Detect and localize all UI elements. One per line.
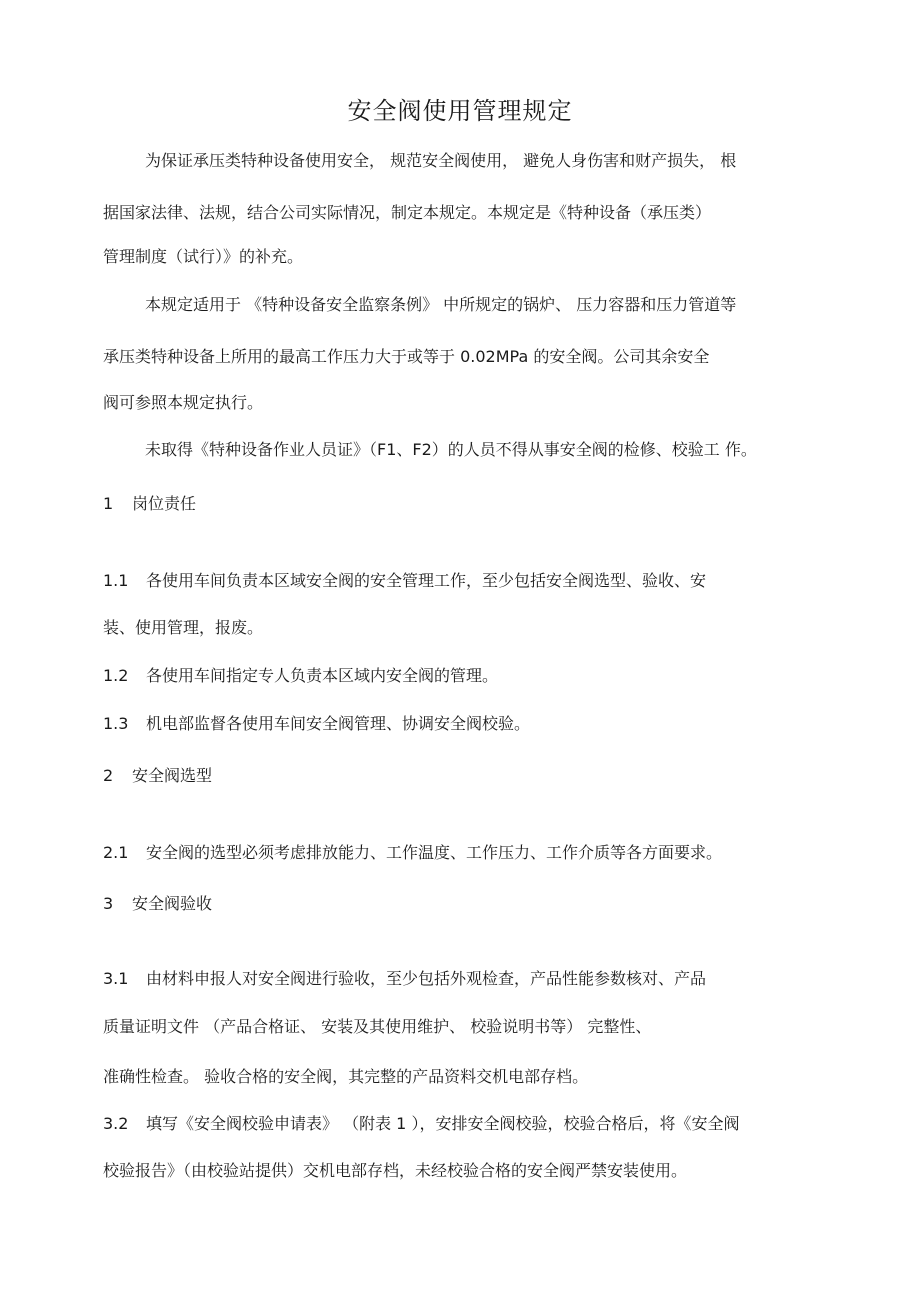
clause-line [103, 713, 530, 735]
clause-continuation: 装、使用管理，报废。 [103, 618, 264, 637]
clause-number: 1.2 [103, 666, 129, 685]
clause-continuation: 校验报告》（由校验站提供）交机电部存档，未经校验合格的安全阀严禁安装使用。 [103, 1161, 688, 1180]
clause-number: 1.1 [103, 571, 129, 590]
intro-line-2: 据国家法律、法规，结合公司实际情况，制定本规定。本规定是《特种设备（承压类） [103, 203, 712, 222]
clause-number: 3.2 [103, 1114, 129, 1133]
clause-number: 2.1 [103, 843, 129, 862]
document-title: 安全阀使用管理规定 [347, 97, 573, 125]
section-title: 安全阀验收 [132, 894, 213, 913]
clause-continuation: 质量证明文件 （产品合格证、 安装及其使用维护、 校验说明书等） 完整性、 [103, 1017, 652, 1036]
section-number: 3 [103, 894, 114, 913]
clause-text: 填写《安全阀校验申请表》 （附表 1 ），安排安全阀校验，校验合格后，将《安全阀 [146, 1114, 740, 1133]
intro-line-1: 为保证承压类特种设备使用安全， 规范安全阀使用， 避免人身伤害和财产损失， 根 [145, 151, 737, 170]
scope-line-2: 承压类特种设备上所用的最高工作压力大于或等于 0.02MPa 的安全阀。公司其余安全 [103, 347, 710, 366]
section-heading [103, 893, 212, 915]
clause-number: 1.3 [103, 714, 129, 733]
clause-continuation: 准确性检查。 验收合格的安全阀，其完整的产品资料交机电部存档。 [103, 1067, 589, 1086]
clause-line [103, 968, 706, 990]
clause-line [103, 570, 706, 592]
section-heading [103, 765, 212, 787]
clause-text: 各使用车间指定专人负责本区域内安全阀的管理。 [146, 666, 499, 685]
qualification-line: 未取得《特种设备作业人员证》（F1、F2）的人员不得从事安全阀的检修、校验工 作。 [145, 440, 757, 459]
clause-line [103, 1113, 739, 1135]
intro-line-3: 管理制度（试行）》的补充。 [103, 247, 304, 266]
section-title: 安全阀选型 [132, 766, 213, 785]
section-number: 2 [103, 766, 114, 785]
clause-text: 由材料申报人对安全阀进行验收，至少包括外观检查，产品性能参数核对、产品 [146, 969, 707, 988]
section-heading [103, 493, 196, 515]
section-title: 岗位责任 [132, 494, 197, 513]
clause-text: 机电部监督各使用车间安全阀管理、协调安全阀校验。 [146, 714, 531, 733]
scope-line-1: 本规定适用于 《特种设备安全监察条例》 中所规定的锅炉、 压力容器和压力管道等 [145, 295, 737, 314]
clause-line [103, 842, 722, 864]
clause-text: 安全阀的选型必须考虑排放能力、工作温度、工作压力、工作介质等各方面要求。 [146, 843, 723, 862]
clause-line [103, 665, 498, 687]
clause-text: 各使用车间负责本区域安全阀的安全管理工作，至少包括安全阀选型、验收、安 [146, 571, 707, 590]
scope-line-3: 阀可参照本规定执行。 [103, 393, 264, 412]
section-number: 1 [103, 494, 114, 513]
clause-number: 3.1 [103, 969, 129, 988]
